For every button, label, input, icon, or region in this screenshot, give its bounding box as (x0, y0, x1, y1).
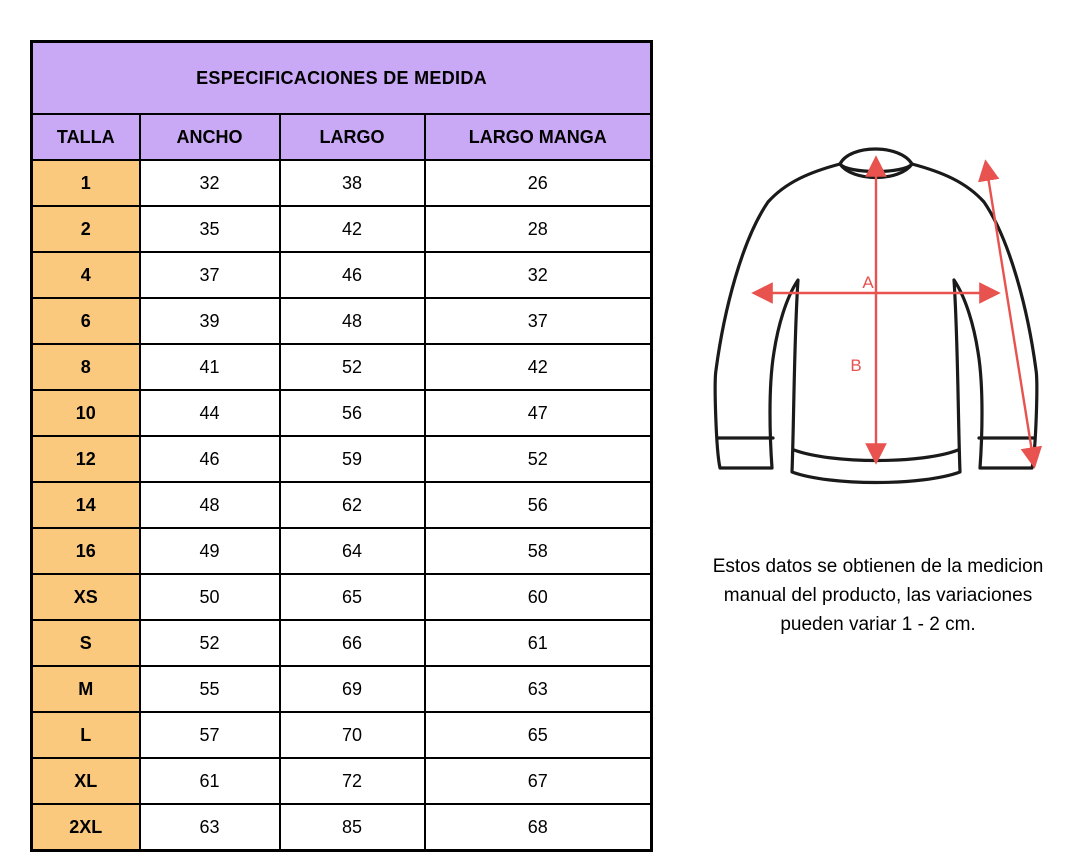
garment-diagram (690, 120, 1060, 520)
cell-largo: 46 (280, 252, 425, 298)
cell-ancho: 44 (140, 390, 280, 436)
cell-largo-manga: 28 (425, 206, 652, 252)
table-row (32, 528, 652, 574)
cell-talla: 14 (32, 482, 140, 528)
cell-talla: 4 (32, 252, 140, 298)
table-row (32, 252, 652, 298)
cell-largo: 42 (280, 206, 425, 252)
cell-largo-manga: 68 (425, 804, 652, 851)
cell-largo: 52 (280, 344, 425, 390)
cell-largo: 70 (280, 712, 425, 758)
column-header-ancho: ANCHO (140, 114, 280, 160)
table-row (32, 390, 652, 436)
cell-ancho: 32 (140, 160, 280, 206)
size-table (30, 40, 653, 852)
cell-talla: 1 (32, 160, 140, 206)
table-row (32, 666, 652, 712)
column-header-talla: TALLA (32, 114, 140, 160)
cell-ancho: 35 (140, 206, 280, 252)
cell-largo: 48 (280, 298, 425, 344)
cell-largo-manga: 65 (425, 712, 652, 758)
cell-ancho: 37 (140, 252, 280, 298)
cell-ancho: 41 (140, 344, 280, 390)
cell-talla: 2XL (32, 804, 140, 851)
column-header-largo-manga: LARGO MANGA (425, 114, 652, 160)
table-row (32, 344, 652, 390)
table-row (32, 758, 652, 804)
cell-largo: 69 (280, 666, 425, 712)
cell-largo-manga: 58 (425, 528, 652, 574)
cell-ancho: 46 (140, 436, 280, 482)
cell-largo: 38 (280, 160, 425, 206)
cell-largo-manga: 37 (425, 298, 652, 344)
cell-largo-manga: 56 (425, 482, 652, 528)
table-title-row (32, 42, 652, 115)
table-title: ESPECIFICACIONES DE MEDIDA (32, 42, 652, 115)
cell-talla: XS (32, 574, 140, 620)
cell-largo-manga: 67 (425, 758, 652, 804)
cell-talla: 2 (32, 206, 140, 252)
note-line-3: pueden variar 1 - 2 cm. (780, 614, 976, 635)
cell-ancho: 39 (140, 298, 280, 344)
cell-talla: L (32, 712, 140, 758)
cell-talla: 16 (32, 528, 140, 574)
note-line-1: Estos datos se obtienen de la medicion (712, 556, 1044, 577)
cell-ancho: 61 (140, 758, 280, 804)
note-line-2: manual del producto, las variaciones (723, 585, 1033, 606)
cell-ancho: 63 (140, 804, 280, 851)
cell-ancho: 48 (140, 482, 280, 528)
cell-talla: S (32, 620, 140, 666)
column-header-largo: LARGO (280, 114, 425, 160)
cell-ancho: 52 (140, 620, 280, 666)
table-row (32, 436, 652, 482)
cell-talla: 10 (32, 390, 140, 436)
cell-largo: 56 (280, 390, 425, 436)
cell-ancho: 49 (140, 528, 280, 574)
table-header-row (32, 114, 652, 160)
measurement-note (683, 552, 1073, 639)
cell-largo-manga: 61 (425, 620, 652, 666)
cell-ancho: 55 (140, 666, 280, 712)
cell-talla: 12 (32, 436, 140, 482)
cell-largo-manga: 60 (425, 574, 652, 620)
cell-ancho: 57 (140, 712, 280, 758)
cell-largo: 65 (280, 574, 425, 620)
table-row (32, 712, 652, 758)
cell-largo: 59 (280, 436, 425, 482)
size-specifications-table (30, 40, 650, 852)
cell-largo: 62 (280, 482, 425, 528)
cell-talla: 8 (32, 344, 140, 390)
width-label: A (862, 273, 874, 292)
table-row (32, 482, 652, 528)
cell-largo-manga: 26 (425, 160, 652, 206)
cell-talla: M (32, 666, 140, 712)
cell-largo: 72 (280, 758, 425, 804)
table-row (32, 298, 652, 344)
table-row (32, 206, 652, 252)
cell-largo: 85 (280, 804, 425, 851)
cell-talla: XL (32, 758, 140, 804)
cell-largo-manga: 52 (425, 436, 652, 482)
cell-largo-manga: 42 (425, 344, 652, 390)
cell-largo: 66 (280, 620, 425, 666)
cell-ancho: 50 (140, 574, 280, 620)
length-label: B (850, 356, 862, 375)
cell-largo-manga: 47 (425, 390, 652, 436)
cell-talla: 6 (32, 298, 140, 344)
table-row (32, 620, 652, 666)
table-row (32, 574, 652, 620)
cell-largo-manga: 32 (425, 252, 652, 298)
cell-largo-manga: 63 (425, 666, 652, 712)
table-row (32, 804, 652, 851)
cell-largo: 64 (280, 528, 425, 574)
table-row (32, 160, 652, 206)
